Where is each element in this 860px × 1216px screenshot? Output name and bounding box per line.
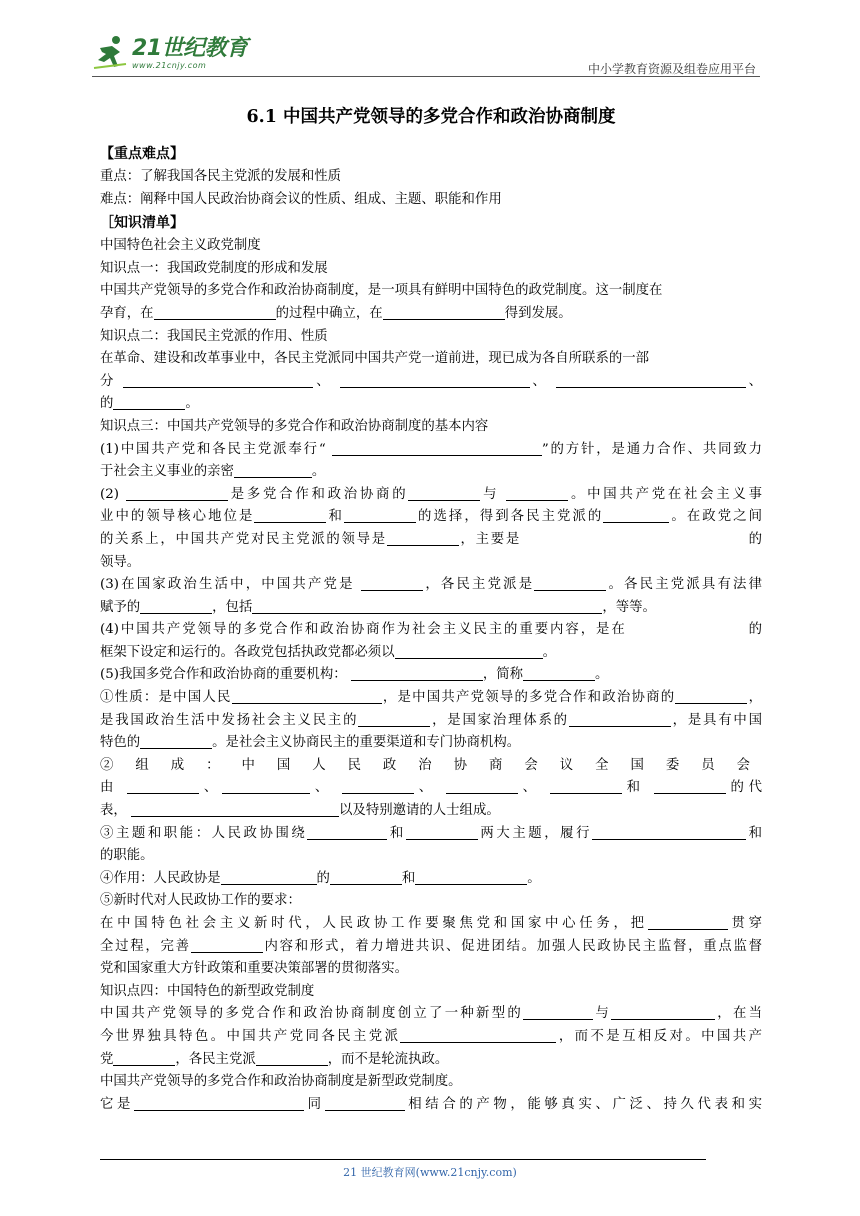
blank[interactable] — [342, 777, 414, 794]
blank[interactable] — [134, 1094, 304, 1111]
kp3-text: (1)中国共产党和各民主党派奉行“ ”的方针，是通力合作、共同致力 于社会主义事业的亲密 。 (2) 是多党合作和政治协商的 与 。中国共产党在社会主义事 业中的领导核心地位是 和 的选择，得到各民主党派的 。在政党之间 的关系上，中国共产党对民主党派的领导是 ，主要是 的 领导。 (3)在国家政治生活中，中国共产党是 ，各民主党派是 。各民主党派具有法律 赋予的 ，包括 ，等等。 (4)中国共产党领导的多党合作和政治协商作为社会主义民主的重要内容，是在 的 框架下设定和运行的。各政党包括执政党都必须以 。 (5)我国多党合作和政治协商的重要机构： ，简称 。 ①性质：是中国人民 ，是中国共产党领导的多党合作和政治协商的 ， 是我国政治生活中发扬社会主义民主的 ，是国家治理体系的 ，是具有中国 特色的 。是社会主义协商民主的重要渠道和专门协商机构。 ②组成：中国人民政治协商会议全国委员会 由 、 、 、 、 和 的代 表， 以及特别邀请的人士组成。 ③主题和职能：人民政协围绕 和 两大主题，履行 和 的职能。 ④作用：人民政协是 的 和 。 ⑤新时代对人民政协工作的要求： 在中国特色社会主义新时代，人民政协工作要聚焦党和国家中心任务，把 贯穿 全过程，完善 内容和形式，着力增进共识、促进团结。加强人民政协民主监督，重点监督 党和国家重大方针政策和重要决策部署的贯彻落实。 — [100, 439, 762, 981]
blank[interactable] — [140, 732, 212, 749]
document-body — [100, 100, 762, 1116]
logo-url: www.21cnjy.com — [132, 61, 207, 70]
kp3-title: 知识点三：中国共产党领导的多党合作和政治协商制度的基本内容 — [100, 418, 489, 434]
blank[interactable] — [252, 597, 602, 614]
blank[interactable] — [222, 777, 310, 794]
blank[interactable] — [406, 823, 478, 840]
site-logo[interactable] — [92, 34, 248, 70]
footer-link[interactable]: 21 世纪教育网(www.21cnjy.com) — [343, 1166, 517, 1179]
blank[interactable] — [123, 371, 313, 388]
blank[interactable] — [603, 506, 669, 523]
blank[interactable] — [113, 1049, 175, 1066]
blank[interactable] — [408, 484, 480, 501]
blank[interactable] — [648, 913, 728, 930]
footer-divider — [100, 1159, 706, 1160]
kp4-text: 中国共产党领导的多党合作和政治协商制度创立了一种新型的 与 ，在当 今世界独具特色。中国共产党同各民主党派 ，而不是互相反对。中国共产 党 ，各民主党派 ，而不是轮流执政。 中国共产党领导的多党合作和政治协商制度是新型政党制度。 它是 同 相结合的产物，能够真实、广泛、持久代表和实 — [100, 1003, 762, 1116]
knowledge-heading: ［知识清单】 — [100, 215, 184, 232]
blank[interactable] — [126, 484, 228, 501]
blank[interactable] — [506, 484, 568, 501]
blank[interactable] — [569, 710, 671, 727]
blank[interactable] — [387, 529, 459, 546]
blank[interactable] — [256, 1049, 328, 1066]
blank[interactable] — [154, 303, 276, 320]
runner-logo-icon — [92, 34, 130, 70]
kp1-text: 中国共产党领导的多党合作和政治协商制度，是一项具有鲜明中国特色的政党制度。这一制度在 孕育，在 的过程中确立，在 得到发展。 — [100, 283, 663, 321]
blank[interactable] — [234, 461, 312, 478]
blank[interactable] — [395, 642, 543, 659]
blank[interactable] — [127, 777, 199, 794]
blank[interactable] — [383, 303, 505, 320]
page-title: 6.1 中国共产党领导的多党合作和政治协商制度 — [246, 107, 616, 127]
blank[interactable] — [113, 393, 185, 410]
blank[interactable] — [415, 868, 527, 885]
blank[interactable] — [611, 1003, 715, 1020]
blank[interactable] — [340, 371, 530, 388]
blank[interactable] — [325, 1094, 405, 1111]
topic-line: 中国特色社会主义政党制度 — [100, 238, 261, 254]
blank[interactable] — [446, 777, 518, 794]
blank[interactable] — [654, 777, 726, 794]
blank[interactable] — [232, 687, 382, 704]
blank[interactable] — [221, 868, 317, 885]
kp2-text: 在革命、建设和改革事业中，各民主党派同中国共产党一道前进，现已成为各自所联系的一部 分 、 、 、 的 。 — [100, 351, 763, 412]
header-divider — [92, 76, 760, 77]
blank[interactable] — [534, 574, 606, 591]
blank[interactable] — [523, 1003, 593, 1020]
blank[interactable] — [330, 868, 402, 885]
blank[interactable] — [550, 777, 622, 794]
blank[interactable] — [592, 823, 746, 840]
blank[interactable] — [254, 506, 326, 523]
blank[interactable] — [556, 371, 746, 388]
kp2-title: 知识点二：我国民主党派的作用、性质 — [100, 328, 328, 344]
blank[interactable] — [675, 687, 747, 704]
kp1-title: 知识点一：我国政党制度的形成和发展 — [100, 260, 328, 276]
difficulty-line: 难点：阐释中国人民政治协商会议的性质、组成、主题、职能和作用 — [100, 191, 502, 207]
focus-line: 重点：了解我国各民主党派的发展和性质 — [100, 169, 342, 184]
logo-wordmark: 21世纪教育 — [132, 36, 248, 61]
blank[interactable] — [361, 574, 423, 591]
blank[interactable] — [358, 710, 430, 727]
key-points-heading: 【重点难点】 — [100, 146, 184, 162]
blank[interactable] — [332, 439, 542, 456]
blank[interactable] — [344, 506, 416, 523]
platform-name: 中小学教育资源及组卷应用平台 — [587, 62, 756, 76]
blank[interactable] — [400, 1026, 556, 1043]
blank[interactable] — [191, 936, 263, 953]
blank[interactable] — [131, 800, 339, 817]
blank[interactable] — [307, 823, 387, 840]
blank[interactable] — [523, 664, 595, 681]
kp4-title: 知识点四：中国特色的新型政党制度 — [100, 983, 315, 999]
blank[interactable] — [140, 597, 212, 614]
page-header — [92, 34, 760, 78]
blank[interactable] — [351, 664, 483, 681]
